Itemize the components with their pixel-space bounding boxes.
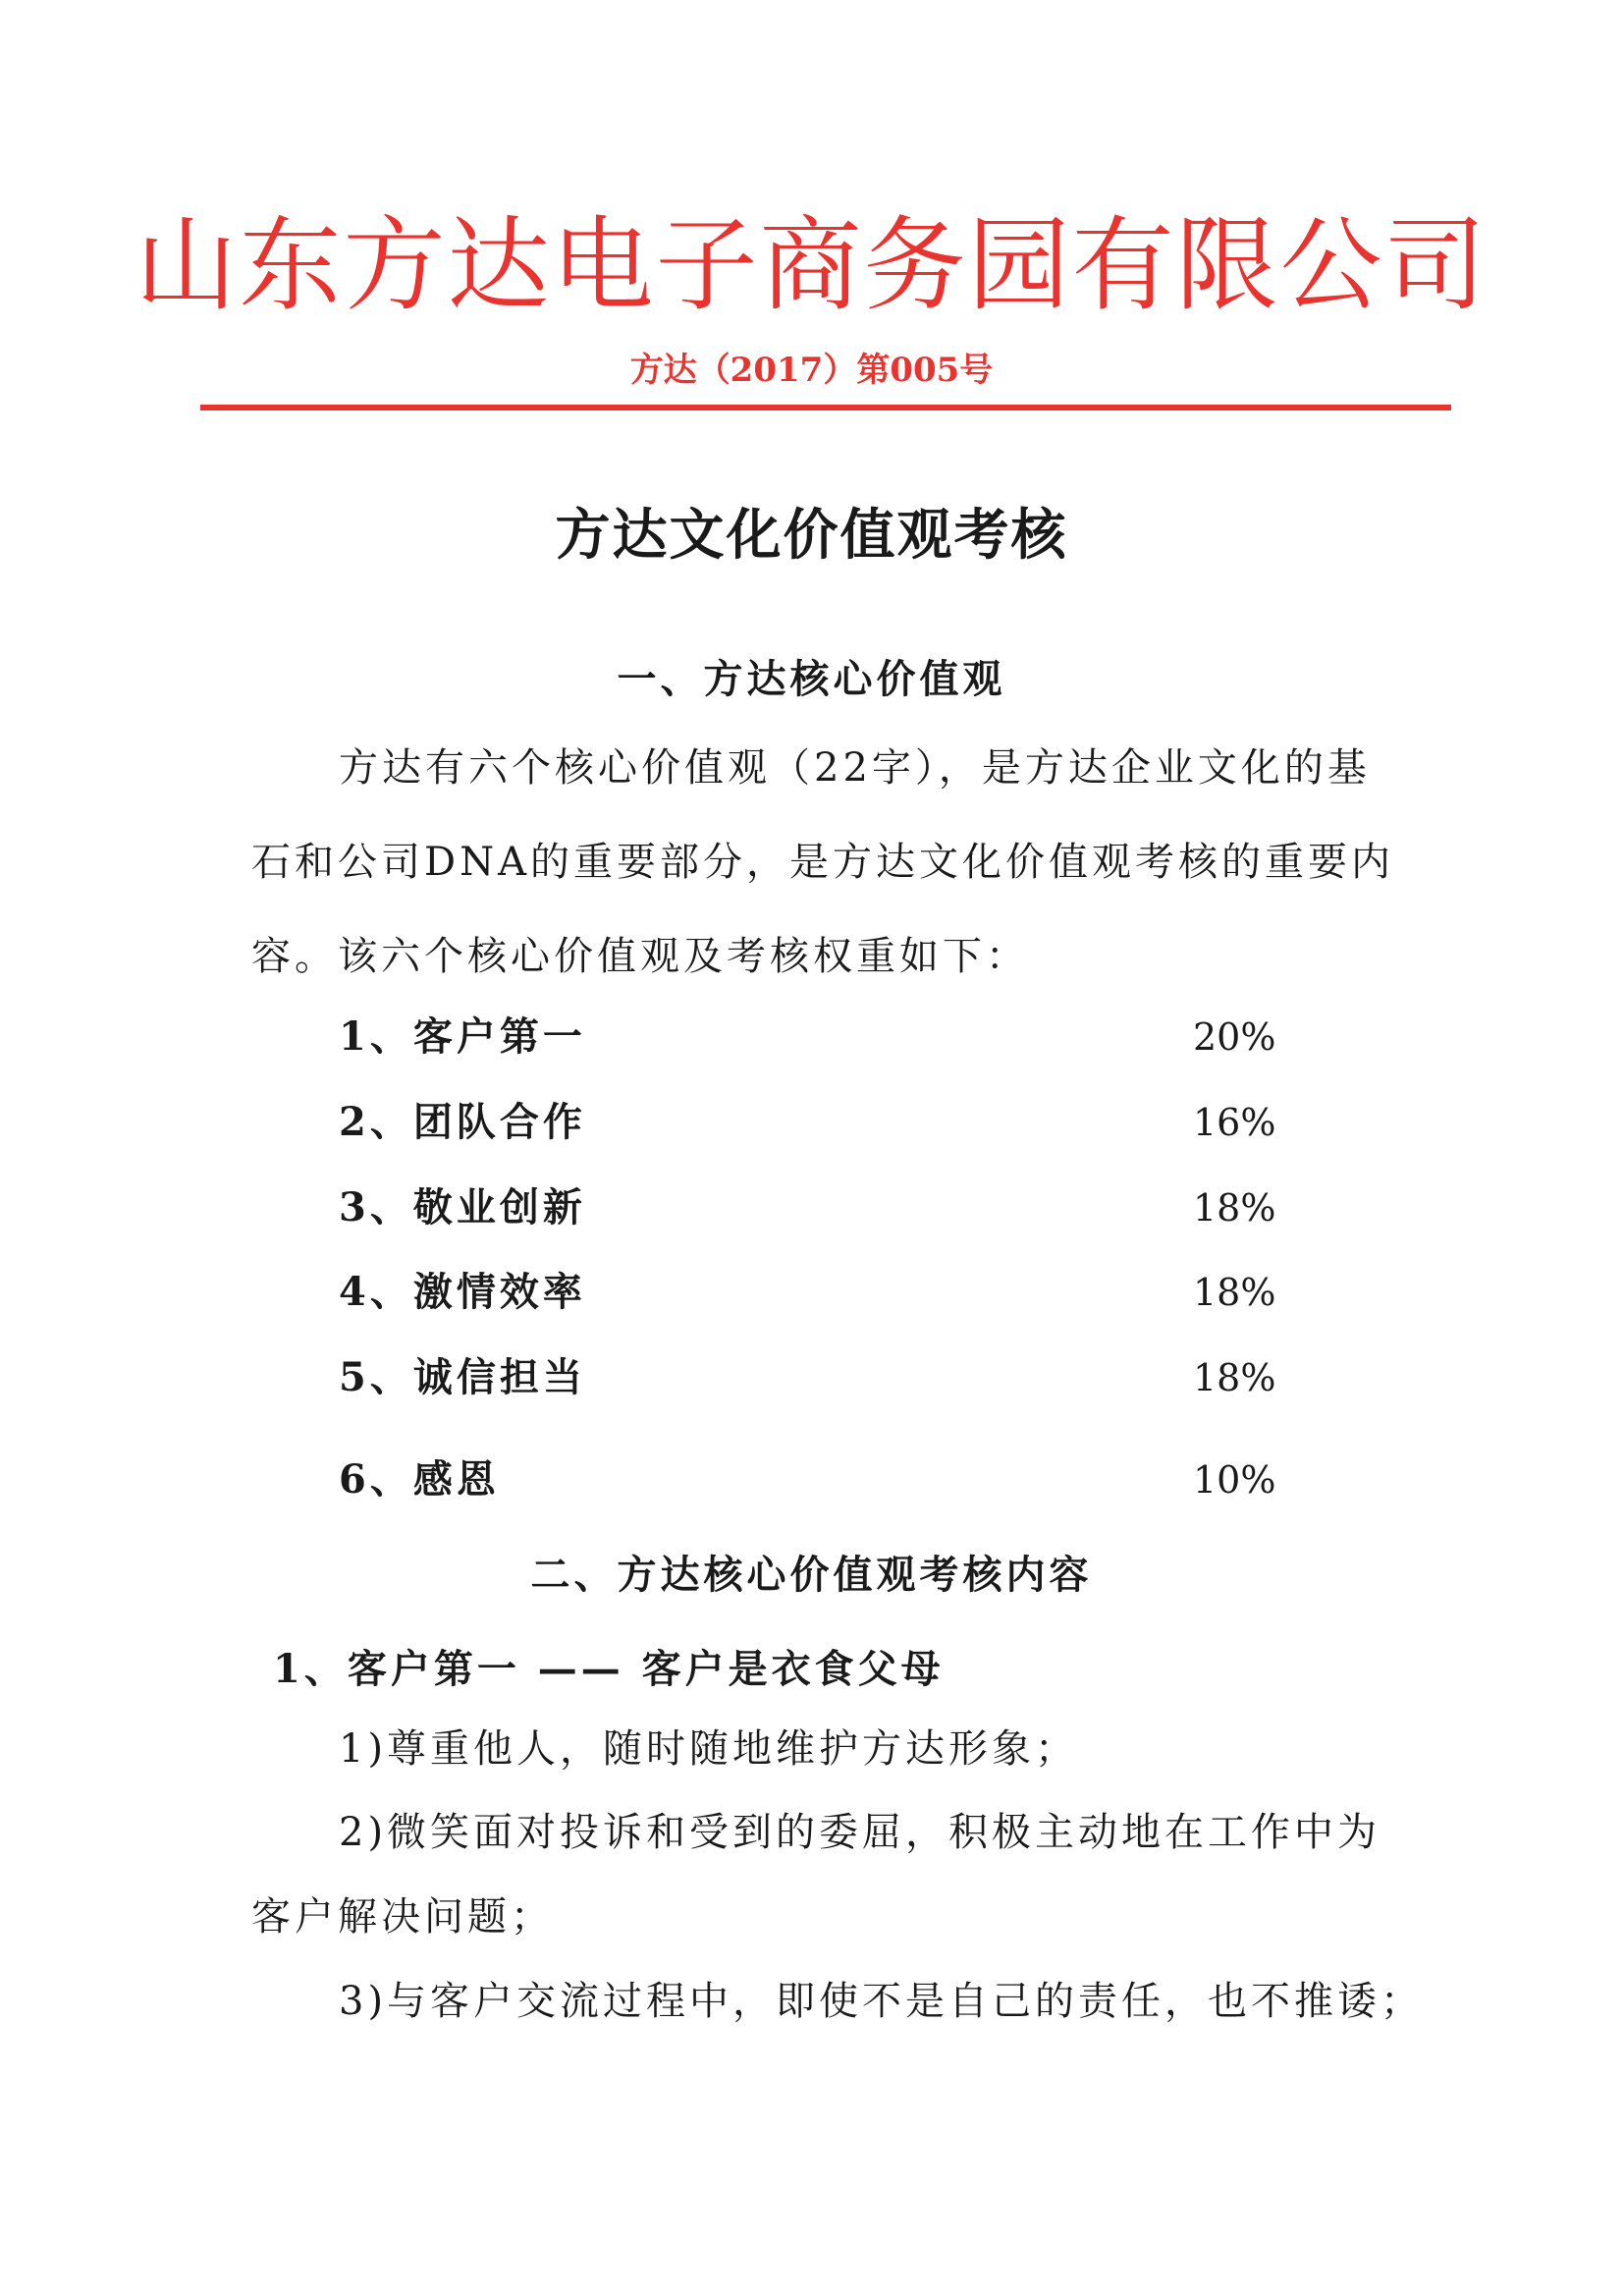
core-value-name: 3、敬业创新 bbox=[339, 1184, 586, 1230]
criteria-line: 3)与客户交流过程中，即使不是自己的责任，也不推诿； bbox=[339, 1979, 1425, 2024]
section-heading-core-values: 一、方达核心价值观 bbox=[617, 656, 1006, 702]
core-value-row bbox=[339, 1263, 1276, 1322]
document-title: 方达文化价值观考核 bbox=[555, 503, 1068, 568]
core-value-name: 5、诚信担当 bbox=[339, 1354, 586, 1400]
criteria-line: 客户解决问题； bbox=[251, 1894, 554, 1940]
criteria-line: 2)微笑面对投诉和受到的委屈，积极主动地在工作中为 bbox=[339, 1810, 1381, 1855]
section-heading-assessment-content: 二、方达核心价值观考核内容 bbox=[530, 1552, 1093, 1598]
intro-paragraph-line: 石和公司DNA的重要部分，是方达文化价值观考核的重要内 bbox=[251, 840, 1394, 885]
intro-paragraph-line: 方达有六个核心价值观（22字），是方达企业文化的基 bbox=[339, 745, 1371, 791]
intro-paragraph-line: 容。该六个核心价值观及考核权重如下： bbox=[251, 934, 1029, 979]
criteria-line: 1)尊重他人，随时随地维护方达形象； bbox=[339, 1726, 1079, 1772]
organization-name: 山东方达电子商务园有限公司 bbox=[135, 205, 1488, 325]
core-value-row bbox=[339, 1348, 1276, 1407]
core-value-row bbox=[339, 1450, 1276, 1509]
core-value-name: 4、激情效率 bbox=[339, 1269, 586, 1315]
core-value-weight: 20% bbox=[1193, 1015, 1276, 1059]
core-value-name: 6、感恩 bbox=[339, 1456, 500, 1503]
core-value-weight: 18% bbox=[1193, 1271, 1276, 1314]
core-value-row bbox=[339, 1093, 1276, 1152]
core-value-row bbox=[339, 1008, 1276, 1066]
item-heading-customer-first: 1、客户第一 —— 客户是衣食父母 bbox=[273, 1646, 945, 1692]
core-value-weight: 18% bbox=[1193, 1356, 1276, 1399]
document-number: 方达（2017）第005号 bbox=[629, 351, 994, 390]
core-value-row bbox=[339, 1178, 1276, 1237]
core-value-name: 1、客户第一 bbox=[339, 1013, 586, 1060]
red-header-divider bbox=[200, 405, 1451, 410]
core-value-name: 2、团队合作 bbox=[339, 1099, 586, 1145]
core-value-weight: 18% bbox=[1193, 1186, 1276, 1230]
core-value-weight: 16% bbox=[1193, 1101, 1276, 1144]
core-value-weight: 10% bbox=[1193, 1458, 1276, 1502]
